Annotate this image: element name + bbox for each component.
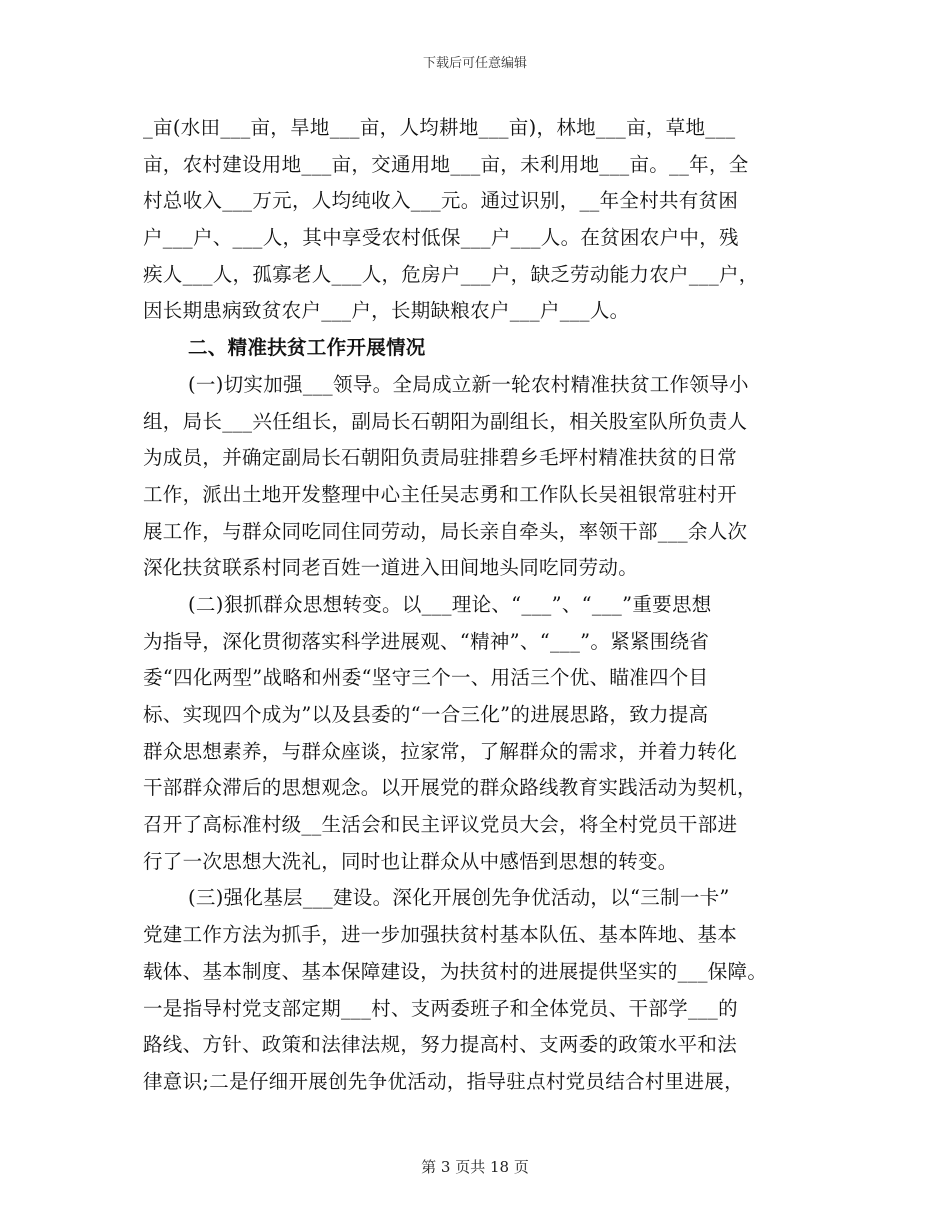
paragraph-start-line: (二)狠抓群众思想转变。以___理论、“___”、“___”重要思想 [188,592,712,616]
text-line: 深化扶贫联系村同老百姓一道进入田间地头同吃同劳动。 [143,556,639,580]
text-line: 因长期患病致贫农户___户，长期缺粮农户___户___人。 [143,299,630,323]
text-line: 群众思想素养，与群众座谈，拉家常，了解群众的需求，并着力转化 [143,739,738,763]
paragraph-start-line: (三)强化基层___建设。深化开展创先争优活动，以“三制一卡” [188,886,730,910]
text-line: 标、实现四个成为”以及县委的“一合三化”的进展思路，致力提高 [143,703,709,726]
text-line: 亩，农村建设用地___亩，交通用地___亩，未利用地___亩。__年，全 [143,152,749,176]
text-line: 村总收入___万元，人均纯收入___元。通过识别，__年全村共有贫困 [143,189,739,213]
paragraph-start-line: (一)切实加强___领导。全局成立新一轮农村精准扶贫工作领导小 [188,372,749,396]
text-line: 党建工作方法为抓手，进一步加强扶贫村基本队伍、基本阵地、基本 [143,923,738,947]
document-body [143,110,811,1101]
header-note: 下载后可任意编辑 [422,56,527,71]
text-line: 路线、方针、政策和法律法规，努力提高村、支两委的政策水平和法 [143,1033,738,1057]
text-line: _亩(水田___亩，旱地___亩，人均耕地___亩)，林地___亩，草地___ [143,116,736,139]
text-line: 疾人___人，孤寡老人___人，危房户___户，缺乏劳动能力农户___户， [143,262,759,286]
text-line: 为成员，并确定副局长石朝阳负责局驻排碧乡毛坪村精准扶贫的日常 [143,446,738,470]
text-line: 载体、基本制度、基本保障建设，为扶贫村的进展提供坚实的___保障。 [143,959,768,983]
text-line: 工作，派出土地开发整理中心主任吴志勇和工作队长吴祖银常驻村开 [143,482,738,506]
text-line: 户___户、___人，其中享受农村低保___户___人。在贫困农户中，残 [143,226,739,250]
section-heading: 二、精准扶贫工作开展情况 [188,336,426,360]
text-line: 召开了高标准村级__生活会和民主评议党员大会，将全村党员干部进 [143,813,738,837]
text-line: 行了一次思想大洗礼，同时也让群众从中感悟到思想的转变。 [143,849,678,873]
text-line: 委“四化两型”战略和州委“坚守三个一、用活三个优、瞄准四个目 [143,666,709,690]
text-line: 一是指导村党支部定期___村、支两委班子和全体党员、干部学___的 [143,996,738,1020]
page-number: 第 3 页共 18 页 [421,1158,529,1176]
text-line: 为指导，深化贯彻落实科学进展观、“精神”、“___”。紧紧围绕省 [143,629,710,653]
text-line: 干部群众滞后的思想观念。以开展党的群众路线教育实践活动为契机， [143,776,757,800]
text-line: 律意识;二是仔细开展创先争优活动，指导驻点村党员结合村里进展， [143,1069,744,1093]
text-line: 组，局长___兴任组长，副局长石朝阳为副组长，相关股室队所负责人 [143,409,748,433]
text-line: 展工作，与群众同吃同住同劳动，局长亲自牵头，率领干部___余人次 [143,519,748,543]
